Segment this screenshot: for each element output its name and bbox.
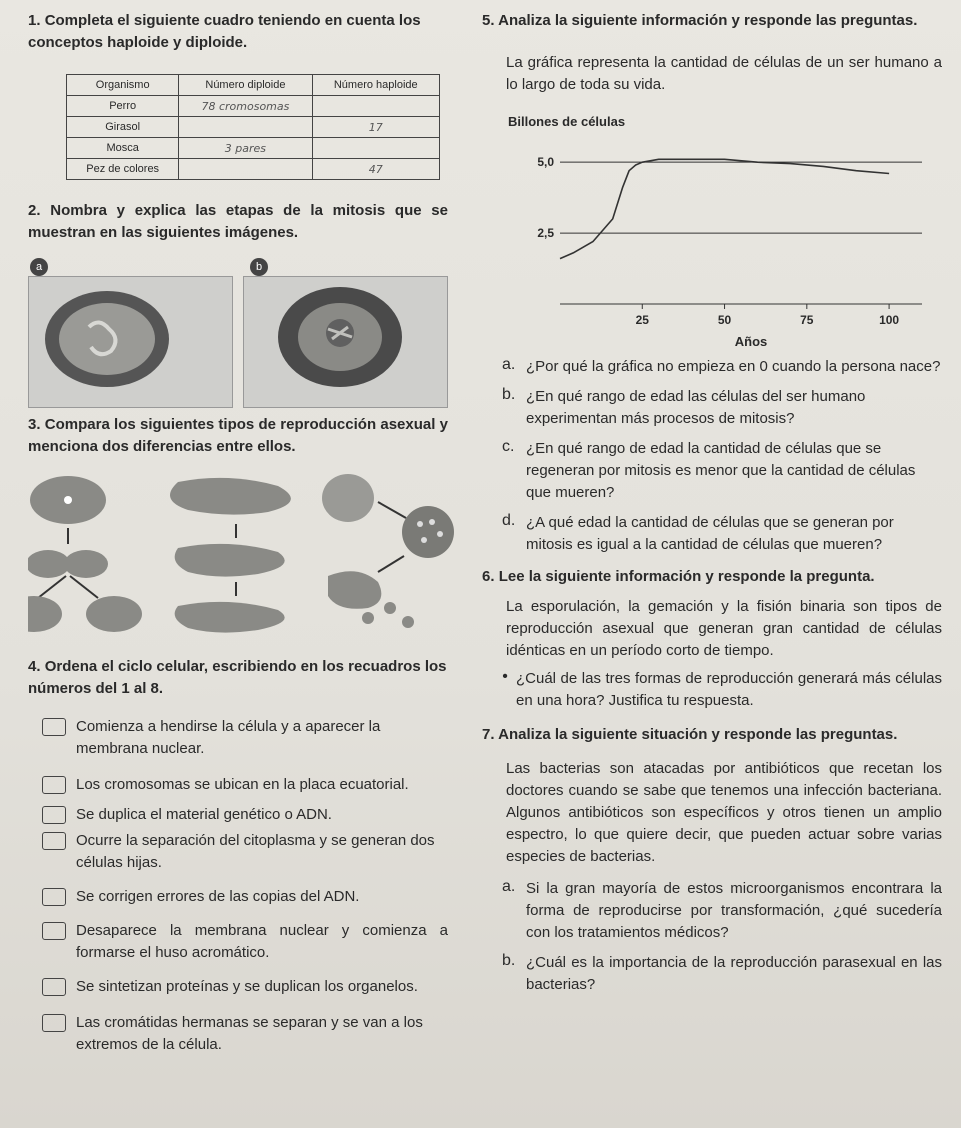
question-7-title [482, 724, 942, 746]
table-cell: Mosca [67, 138, 179, 159]
sub-question-text: ¿En qué rango de edad la cantidad de células que se regeneran por mitosis es menor que la cantidad de células que mueren? [526, 440, 916, 501]
cell-cycle-item [28, 804, 448, 826]
image-label-a: a [30, 258, 48, 276]
sub-question-text: Si la gran mayoría de estos microorganismos encontrara la forma de reproducirse por transformación, ¿qué sucedería con los tratamientos médicos? [526, 880, 942, 941]
cell-cycle-item [28, 920, 448, 964]
mitosis-photo-b [243, 276, 448, 408]
question-number: 4. [28, 658, 41, 675]
question-number: 7. [482, 726, 495, 743]
table-header: Número haploide [312, 75, 440, 96]
sub-question [482, 356, 942, 378]
cell-cycle-item [28, 774, 448, 796]
order-input-box[interactable] [42, 922, 66, 940]
organism-table [66, 74, 440, 180]
table-cell[interactable] [179, 159, 312, 180]
table-cell[interactable]: 17 [312, 117, 440, 138]
cell-cycle-text: Se duplica el material genético o ADN. [76, 806, 332, 823]
chart-title: Billones de células [508, 114, 626, 129]
mitosis-photo-a [28, 276, 233, 408]
bullet-text: ¿Cuál de las tres formas de reproducción generará más células en una hora? Justifica tu respuesta. [516, 670, 942, 709]
question-5-subquestions [482, 356, 942, 556]
sub-question [482, 952, 942, 996]
cell-cycle-text: Comienza a hendirse la célula y a aparecer la membrana nuclear. [76, 718, 381, 757]
image-label-b: b [250, 258, 268, 276]
table-cell[interactable]: 47 [312, 159, 440, 180]
question-2-title [28, 200, 448, 244]
table-cell[interactable] [312, 96, 440, 117]
question-7-intro: Las bacterias son atacadas por antibióticos que recetan los doctores cuando se sabe que tenemos una infección bacteriana. Algunos antibióticos son específicos y otros tienen un amplio espectro, lo que quiere decir, que pueden actuar sobre varias especies de bacterias. [506, 760, 942, 865]
table-cell[interactable] [179, 117, 312, 138]
question-5-intro: La gráfica representa la cantidad de células de un ser humano a lo largo de toda su vida. [506, 54, 942, 93]
order-input-box[interactable] [42, 718, 66, 736]
sub-question-text: ¿Por qué la gráfica no empieza en 0 cuando la persona nace? [526, 358, 941, 375]
table-header: Organismo [67, 75, 179, 96]
line-chart [482, 108, 942, 348]
question-4 [28, 656, 448, 1056]
question-number: 6. [482, 568, 495, 585]
question-text: Ordena el ciclo celular, escribiendo en los recuadros los números del 1 al 8. [28, 658, 447, 697]
order-input-box[interactable] [42, 1014, 66, 1032]
question-6-bullet [482, 668, 942, 712]
sub-question-text: ¿A qué edad la cantidad de células que se generan por mitosis es igual a la cantidad de células que mueren? [526, 514, 894, 553]
chart-x-label: Años [734, 334, 768, 348]
question-7 [482, 724, 942, 996]
question-4-title [28, 656, 448, 700]
cell-count-chart [482, 108, 942, 348]
sub-question-letter: c. [502, 438, 515, 455]
question-number: 2. [28, 202, 41, 219]
question-text: Analiza la siguiente información y responde las preguntas. [498, 12, 918, 29]
cell-micrograph-a [29, 277, 233, 407]
question-2 [28, 200, 448, 408]
table-row [67, 96, 440, 117]
y-tick-label: 2,5 [537, 226, 554, 241]
right-column [482, 10, 942, 996]
sub-question-letter: b. [502, 952, 516, 969]
cell-cycle-text: Se sintetizan proteínas y se duplican los organelos. [76, 978, 418, 995]
question-6-intro: La esporulación, la gemación y la fisión binaria son tipos de reproducción asexual que generan gran cantidad de células idénticas en un período corto de tiempo. [506, 598, 942, 659]
cell-cycle-text: Las cromátidas hermanas se separan y se van a los extremos de la célula. [76, 1014, 423, 1053]
question-3 [28, 414, 448, 642]
cell-cycle-text: Los cromosomas se ubican en la placa ecuatorial. [76, 776, 409, 793]
table-cell[interactable]: 3 pares [179, 138, 312, 159]
cell-cycle-item [28, 886, 448, 908]
question-text: Analiza la siguiente situación y responde las preguntas. [498, 726, 898, 743]
question-1-title [28, 10, 448, 54]
question-number: 1. [28, 12, 41, 29]
cell-cycle-item [28, 1012, 448, 1056]
mitosis-images [28, 258, 448, 408]
question-5-title [482, 10, 942, 32]
sub-question-text: ¿Cuál es la importancia de la reproducción parasexual en las bacterias? [526, 954, 942, 993]
table-header-row [67, 75, 440, 96]
sub-question-text: ¿En qué rango de edad las células del ser humano experimentan más procesos de mitosis? [526, 388, 866, 427]
sub-question-letter: a. [502, 878, 516, 895]
asexual-reproduction-diagram [28, 472, 448, 642]
table-cell[interactable] [312, 138, 440, 159]
x-tick-label: 25 [635, 313, 649, 327]
order-input-box[interactable] [42, 888, 66, 906]
question-number: 3. [28, 416, 41, 433]
cell-cycle-item [28, 830, 448, 874]
sub-question-letter: d. [502, 512, 516, 529]
chart-grid [560, 162, 922, 233]
y-tick-label: 5,0 [537, 155, 554, 170]
x-tick-label: 100 [879, 313, 900, 327]
sub-question [482, 438, 942, 504]
left-column [28, 10, 448, 1056]
sub-question-letter: a. [502, 356, 516, 373]
table-cell[interactable]: 78 cromosomas [179, 96, 312, 117]
cell-cycle-text: Se corrigen errores de las copias del ADN. [76, 888, 360, 905]
question-6 [482, 566, 942, 712]
series-line [560, 159, 889, 258]
table-row [67, 159, 440, 180]
question-number: 5. [482, 12, 495, 29]
cell-cycle-text: Desaparece la membrana nuclear y comienza a formarse el huso acromático. [76, 922, 448, 961]
order-input-box[interactable] [42, 776, 66, 794]
x-tick-label: 50 [717, 313, 732, 327]
question-1 [28, 10, 448, 180]
sub-question [482, 386, 942, 430]
table-row [67, 138, 440, 159]
question-6-title [482, 566, 942, 588]
x-tick-label: 75 [800, 313, 814, 327]
cell-cycle-item [28, 716, 448, 760]
question-text: Lee la siguiente información y responde la pregunta. [498, 568, 875, 585]
question-text: Nombra y explica las etapas de la mitosis que se muestran en las siguientes imágenes. [28, 202, 448, 241]
table-header: Número diploide [179, 75, 312, 96]
sub-question [482, 512, 942, 556]
question-text: Compara los siguientes tipos de reproducción asexual y menciona dos diferencias entre ellos. [28, 416, 448, 455]
sub-question [482, 878, 942, 944]
table-cell: Perro [67, 96, 179, 117]
cell-cycle-text: Ocurre la separación del citoplasma y se generan dos células hijas. [76, 832, 435, 871]
bullet-dot: • [502, 668, 508, 685]
chart-axes [537, 155, 922, 327]
order-input-box[interactable] [42, 832, 66, 850]
cell-cycle-item [28, 976, 448, 998]
question-5 [482, 10, 942, 556]
sub-question-letter: b. [502, 386, 516, 403]
chart-series [560, 159, 889, 258]
question-3-title [28, 414, 448, 458]
order-input-box[interactable] [42, 806, 66, 824]
table-cell: Girasol [67, 117, 179, 138]
order-input-box[interactable] [42, 978, 66, 996]
reproduction-illustrations [28, 472, 468, 642]
question-text: Completa el siguiente cuadro teniendo en cuenta los conceptos haploide y diploide. [28, 12, 421, 51]
cell-micrograph-b [244, 277, 448, 407]
table-row [67, 117, 440, 138]
table-cell: Pez de colores [67, 159, 179, 180]
